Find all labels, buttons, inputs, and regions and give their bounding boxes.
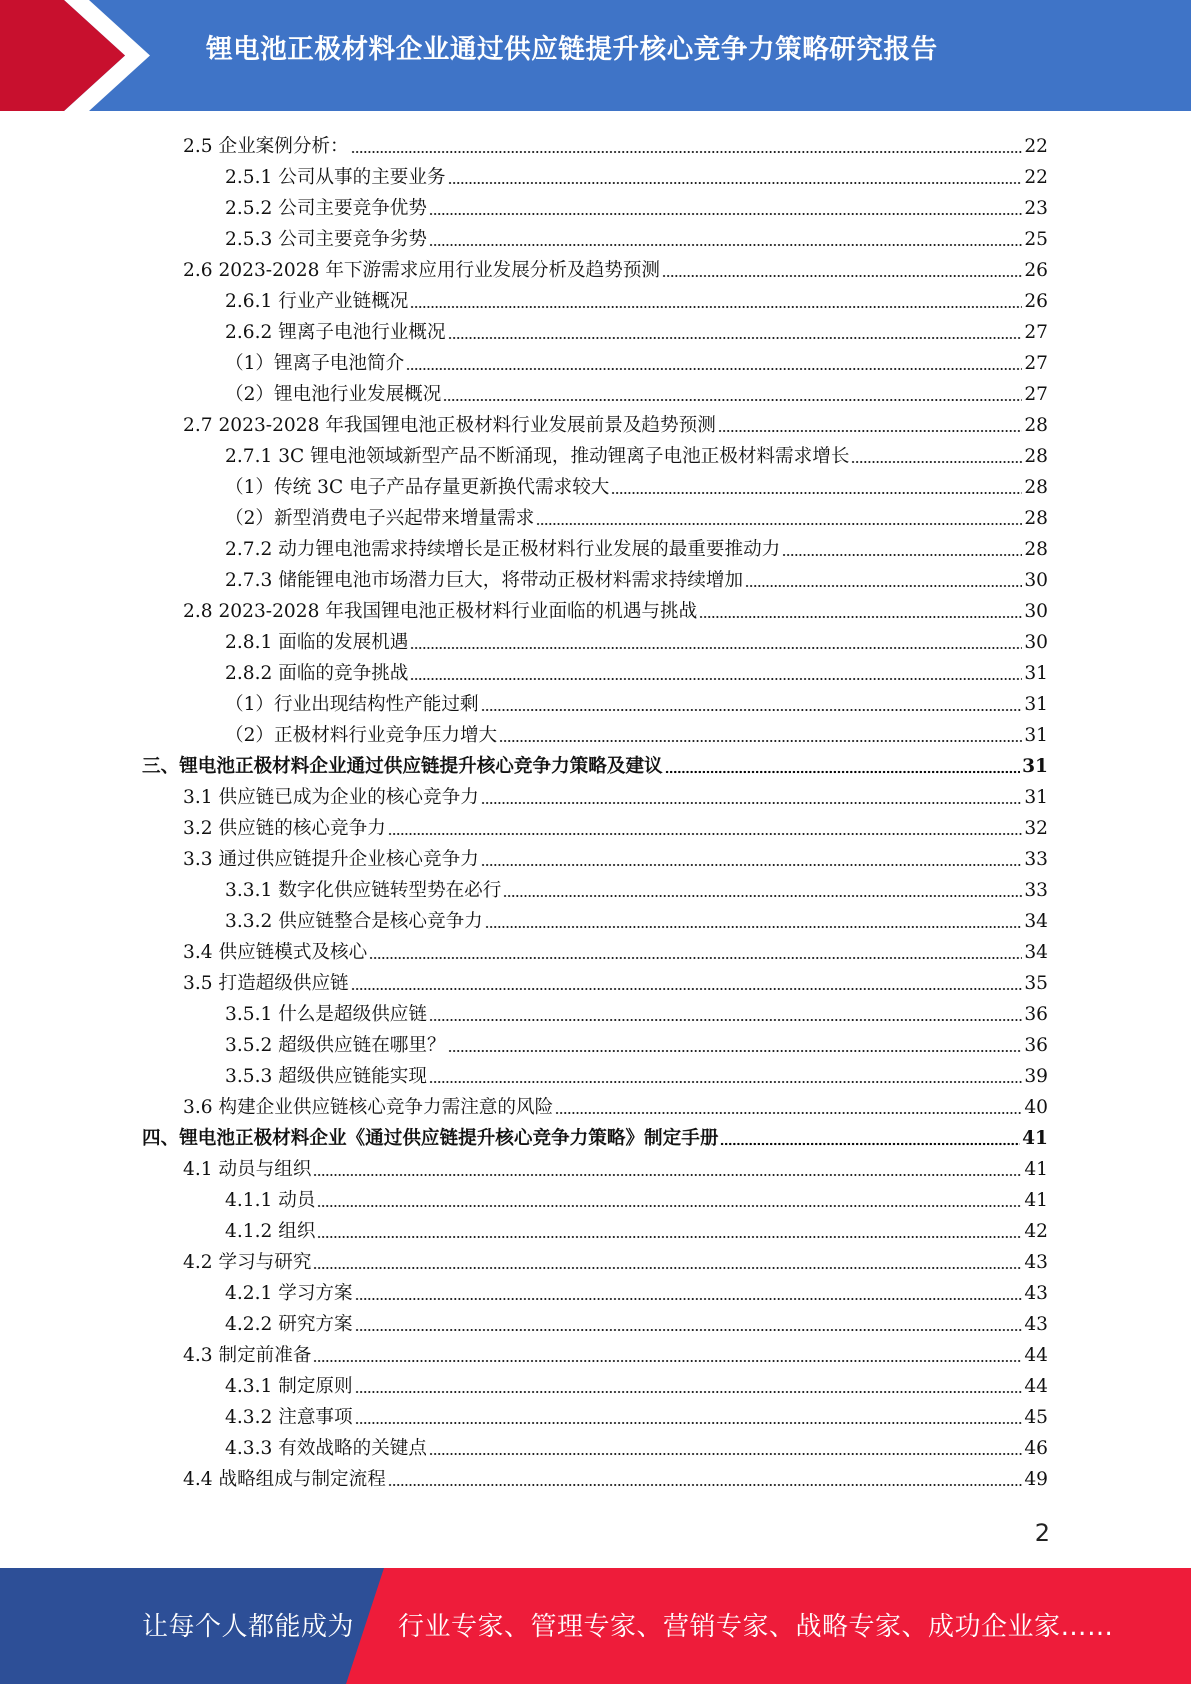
- toc-entry-page: 41: [1022, 1128, 1048, 1149]
- toc-entry-page: 33: [1024, 880, 1048, 901]
- dot-leader: [662, 273, 1022, 278]
- toc-entry-label: 4.1.1 动员: [225, 1190, 316, 1211]
- toc-entry-label: 2.7.2 动力锂电池需求持续增长是正极材料行业发展的最重要推动力: [225, 539, 781, 560]
- dot-leader: [355, 1327, 1023, 1332]
- toc-entry[interactable]: [225, 1182, 1048, 1213]
- toc-entry[interactable]: [225, 1058, 1048, 1089]
- toc-entry[interactable]: [225, 1399, 1048, 1430]
- dot-leader: [448, 1048, 1023, 1053]
- header-arrow-decoration: [0, 0, 160, 111]
- toc-entry-label: 3.3 通过供应链提升企业核心竞争力: [183, 849, 479, 870]
- toc-entry[interactable]: [225, 1275, 1048, 1306]
- toc-entry[interactable]: [225, 1027, 1048, 1058]
- dot-leader: [410, 304, 1022, 309]
- dot-leader: [369, 955, 1022, 960]
- dot-leader: [718, 428, 1023, 433]
- dot-leader: [503, 893, 1022, 898]
- dot-leader: [355, 1389, 1023, 1394]
- toc-entry[interactable]: [183, 810, 1048, 841]
- dot-leader: [388, 1482, 1023, 1487]
- toc-entry-label: 2.6 2023-2028 年下游需求应用行业发展分析及趋势预测: [183, 260, 661, 281]
- toc-entry[interactable]: [183, 1461, 1048, 1492]
- toc-entry-page: 42: [1024, 1221, 1048, 1242]
- page-footer: [0, 1568, 1191, 1684]
- toc-entry[interactable]: [225, 624, 1048, 655]
- dot-leader: [317, 1203, 1022, 1208]
- toc-entry[interactable]: [225, 469, 1048, 500]
- toc-entry-page: 34: [1024, 911, 1048, 932]
- toc-entry-page: 35: [1024, 973, 1048, 994]
- dot-leader: [429, 211, 1022, 216]
- toc-entry-page: 27: [1024, 322, 1048, 343]
- toc-entry[interactable]: [183, 252, 1048, 283]
- toc-entry-page: 28: [1024, 508, 1048, 529]
- toc-entry[interactable]: [225, 903, 1048, 934]
- toc-entry-page: 40: [1024, 1097, 1048, 1118]
- toc-entry-page: 43: [1024, 1283, 1048, 1304]
- toc-entry-label: 3.3.2 供应链整合是核心竞争力: [225, 911, 483, 932]
- dot-leader: [351, 986, 1023, 991]
- dot-leader: [481, 862, 1023, 867]
- dot-leader: [536, 521, 1022, 526]
- dot-leader: [317, 1234, 1022, 1239]
- toc-entry-label: 4.1 动员与组织: [183, 1159, 312, 1180]
- toc-entry-page: 45: [1024, 1407, 1048, 1428]
- toc-chapter-entry[interactable]: [142, 748, 1048, 779]
- toc-entry[interactable]: [225, 159, 1048, 190]
- dot-leader: [481, 707, 1023, 712]
- toc-entry-label: （2）新型消费电子兴起带来增量需求: [225, 508, 535, 529]
- toc-entry-page: 43: [1024, 1314, 1048, 1335]
- toc-entry-page: 41: [1024, 1190, 1048, 1211]
- footer-slogan-right: 行业专家、管理专家、营销专家、战略专家、成功企业家……: [398, 1612, 1114, 1642]
- toc-entry-page: 31: [1024, 694, 1048, 715]
- toc-entry-label: 2.8.2 面临的竞争挑战: [225, 663, 409, 684]
- dot-leader: [782, 552, 1022, 557]
- toc-entry-page: 36: [1024, 1004, 1048, 1025]
- toc-entry[interactable]: [225, 1430, 1048, 1461]
- toc-entry-label: 4.3.3 有效战略的关键点: [225, 1438, 427, 1459]
- toc-entry-page: 39: [1024, 1066, 1048, 1087]
- toc-entry-page: 22: [1024, 167, 1048, 188]
- toc-entry[interactable]: [225, 1368, 1048, 1399]
- dot-leader: [720, 1141, 1020, 1146]
- toc-entry[interactable]: [225, 1306, 1048, 1337]
- toc-entry-page: 44: [1024, 1345, 1048, 1366]
- toc-entry-label: 4.3 制定前准备: [183, 1345, 312, 1366]
- toc-entry-page: 44: [1024, 1376, 1048, 1397]
- toc-entry[interactable]: [183, 593, 1048, 624]
- toc-entry-label: 2.7 2023-2028 年我国锂电池正极材料行业发展前景及趋势预测: [183, 415, 716, 436]
- toc-entry-page: 31: [1022, 756, 1048, 777]
- toc-entry-label: 2.8 2023-2028 年我国锂电池正极材料行业面临的机遇与挑战: [183, 601, 698, 622]
- toc-entry[interactable]: [183, 965, 1048, 996]
- toc-entry-label: （1）锂离子电池简介: [225, 353, 405, 374]
- toc-chapter-entry[interactable]: [142, 1120, 1048, 1151]
- toc-entry[interactable]: [225, 1213, 1048, 1244]
- toc-entry-label: 2.6.1 行业产业链概况: [225, 291, 409, 312]
- toc-entry-label: 4.2 学习与研究: [183, 1252, 312, 1273]
- toc-entry-label: 2.5 企业案例分析：: [183, 136, 349, 157]
- toc-entry[interactable]: [225, 655, 1048, 686]
- toc-entry-label: 三、锂电池正极材料企业通过供应链提升核心竞争力策略及建议: [142, 756, 663, 777]
- toc-entry-label: 2.5.2 公司主要竞争优势: [225, 198, 427, 219]
- toc-entry[interactable]: [225, 686, 1048, 717]
- dot-leader: [429, 1017, 1022, 1022]
- toc-entry-label: 2.5.1 公司从事的主要业务: [225, 167, 446, 188]
- dot-leader: [313, 1172, 1022, 1177]
- toc-entry-page: 23: [1024, 198, 1048, 219]
- dot-leader: [429, 242, 1022, 247]
- toc-entry[interactable]: [225, 221, 1048, 252]
- dot-leader: [448, 335, 1023, 340]
- dot-leader: [406, 366, 1022, 371]
- toc-entry-page: 26: [1024, 260, 1048, 281]
- dot-leader: [745, 583, 1022, 588]
- toc-entry[interactable]: [225, 376, 1048, 407]
- dot-leader: [555, 1110, 1022, 1115]
- toc-entry-page: 34: [1024, 942, 1048, 963]
- toc-entry-label: （1）传统 3C 电子产品存量更新换代需求较大: [225, 477, 610, 498]
- toc-entry-label: 3.5.1 什么是超级供应链: [225, 1004, 427, 1025]
- toc-entry[interactable]: [225, 314, 1048, 345]
- dot-leader: [851, 459, 1022, 464]
- dot-leader: [485, 924, 1023, 929]
- dot-leader: [443, 397, 1022, 402]
- dot-leader: [410, 645, 1022, 650]
- toc-entry[interactable]: [183, 1089, 1048, 1120]
- toc-entry[interactable]: [225, 500, 1048, 531]
- toc-entry[interactable]: [183, 128, 1048, 159]
- toc-entry-label: （2）锂电池行业发展概况: [225, 384, 442, 405]
- toc-entry-label: 3.5.3 超级供应链能实现: [225, 1066, 427, 1087]
- dot-leader: [313, 1358, 1022, 1363]
- toc-entry-label: 3.2 供应链的核心竞争力: [183, 818, 386, 839]
- dot-leader: [429, 1451, 1022, 1456]
- page-number: 2: [1034, 1519, 1050, 1547]
- toc-entry-page: 31: [1024, 663, 1048, 684]
- toc-entry[interactable]: [183, 1151, 1048, 1182]
- toc-entry-page: 43: [1024, 1252, 1048, 1273]
- dot-leader: [481, 800, 1023, 805]
- toc-entry-label: 4.3.2 注意事项: [225, 1407, 353, 1428]
- dot-leader: [699, 614, 1022, 619]
- footer-slogan-left: 让每个人都能成为: [142, 1612, 355, 1642]
- toc-entry-page: 41: [1024, 1159, 1048, 1180]
- toc-entry-label: 4.1.2 组织: [225, 1221, 316, 1242]
- toc-entry[interactable]: [225, 283, 1048, 314]
- report-title: 锂电池正极材料企业通过供应链提升核心竞争力策略研究报告: [206, 34, 938, 65]
- toc-entry[interactable]: [183, 779, 1048, 810]
- toc-entry[interactable]: [225, 531, 1048, 562]
- toc-entry-page: 25: [1024, 229, 1048, 250]
- dot-leader: [429, 1079, 1022, 1084]
- toc-entry-page: 46: [1024, 1438, 1048, 1459]
- toc-entry-page: 30: [1024, 601, 1048, 622]
- toc-entry[interactable]: [225, 996, 1048, 1027]
- toc-entry-page: 27: [1024, 353, 1048, 374]
- toc-entry[interactable]: [183, 1337, 1048, 1368]
- dot-leader: [665, 769, 1020, 774]
- toc-entry-page: 28: [1024, 539, 1048, 560]
- toc-entry[interactable]: [225, 438, 1048, 469]
- toc-entry-label: （1）行业出现结构性产能过剩: [225, 694, 479, 715]
- toc-entry-label: 3.4 供应链模式及核心: [183, 942, 368, 963]
- toc-entry-page: 49: [1024, 1469, 1048, 1490]
- dot-leader: [313, 1265, 1022, 1270]
- dot-leader: [410, 676, 1022, 681]
- toc-entry-label: 3.1 供应链已成为企业的核心竞争力: [183, 787, 479, 808]
- toc-entry[interactable]: [183, 841, 1048, 872]
- toc-entry-page: 31: [1024, 725, 1048, 746]
- toc-entry-page: 36: [1024, 1035, 1048, 1056]
- toc-entry-label: 2.7.3 储能锂电池市场潜力巨大，将带动正极材料需求持续增加: [225, 570, 744, 591]
- page-header: [0, 0, 1191, 111]
- toc-entry-page: 22: [1024, 136, 1048, 157]
- dot-leader: [355, 1420, 1023, 1425]
- dot-leader: [355, 1296, 1023, 1301]
- toc-entry-label: 4.3.1 制定原则: [225, 1376, 353, 1397]
- toc-entry-label: 3.5.2 超级供应链在哪里？: [225, 1035, 446, 1056]
- toc-entry[interactable]: [183, 934, 1048, 965]
- toc-entry[interactable]: [225, 717, 1048, 748]
- dot-leader: [499, 738, 1022, 743]
- dot-leader: [351, 149, 1023, 154]
- dot-leader: [388, 831, 1023, 836]
- toc-entry-page: 26: [1024, 291, 1048, 312]
- toc-entry-page: 30: [1024, 570, 1048, 591]
- toc-entry[interactable]: [225, 562, 1048, 593]
- toc-entry-label: 四、锂电池正极材料企业《通过供应链提升核心竞争力策略》制定手册: [142, 1128, 719, 1149]
- toc-entry-label: 2.8.1 面临的发展机遇: [225, 632, 409, 653]
- toc-entry-page: 27: [1024, 384, 1048, 405]
- toc-entry-page: 30: [1024, 632, 1048, 653]
- toc-entry-label: 2.7.1 3C 锂电池领域新型产品不断涌现，推动锂离子电池正极材料需求增长: [225, 446, 850, 467]
- toc-entry-page: 31: [1024, 787, 1048, 808]
- toc-entry-page: 33: [1024, 849, 1048, 870]
- toc-entry[interactable]: [225, 190, 1048, 221]
- toc-entry-label: 2.5.3 公司主要竞争劣势: [225, 229, 427, 250]
- toc-entry[interactable]: [183, 1244, 1048, 1275]
- toc-entry-page: 28: [1024, 415, 1048, 436]
- toc-entry-label: 3.6 构建企业供应链核心竞争力需注意的风险: [183, 1097, 554, 1118]
- toc-entry[interactable]: [225, 872, 1048, 903]
- toc-entry[interactable]: [183, 407, 1048, 438]
- toc-entry-page: 32: [1024, 818, 1048, 839]
- toc-entry-page: 28: [1024, 477, 1048, 498]
- toc-entry-label: 4.2.1 学习方案: [225, 1283, 353, 1304]
- toc-entry-label: 3.5 打造超级供应链: [183, 973, 349, 994]
- dot-leader: [448, 180, 1023, 185]
- dot-leader: [611, 490, 1022, 495]
- toc-entry-page: 28: [1024, 446, 1048, 467]
- toc-entry-label: 4.4 战略组成与制定流程: [183, 1469, 386, 1490]
- toc-entry-label: 3.3.1 数字化供应链转型势在必行: [225, 880, 502, 901]
- toc-entry-label: （2）正极材料行业竞争压力增大: [225, 725, 498, 746]
- toc-entry[interactable]: [225, 345, 1048, 376]
- toc-entry-label: 2.6.2 锂离子电池行业概况: [225, 322, 446, 343]
- toc-entry-label: 4.2.2 研究方案: [225, 1314, 353, 1335]
